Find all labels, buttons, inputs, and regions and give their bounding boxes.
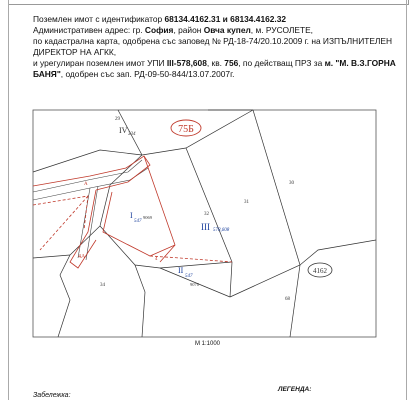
block-label: 75Б bbox=[178, 124, 194, 135]
upi-labels bbox=[130, 211, 230, 279]
label-32: 32 bbox=[204, 212, 209, 217]
parcel-boundary bbox=[135, 265, 145, 337]
regulation-line bbox=[33, 156, 150, 190]
approval-suffix: , одобрен със зап. РД-09-50-844/13.07.2007г. bbox=[60, 69, 235, 79]
label-i: I bbox=[130, 211, 133, 220]
map-scale: М 1:1000 bbox=[194, 341, 221, 347]
upi-mid2: , по действащ ПРЗ за bbox=[238, 58, 325, 68]
regulation-line bbox=[144, 156, 175, 262]
parcel-boundary bbox=[253, 110, 300, 265]
identifier-prefix: Поземлен имот с идентификатор bbox=[33, 14, 165, 24]
upi-block: 756 bbox=[224, 58, 239, 68]
address-mid: , район bbox=[173, 25, 204, 35]
label-9069: 9069 bbox=[143, 215, 152, 220]
label-i-sub: 547 bbox=[134, 219, 142, 224]
address-suffix: , м. РУСОЛЕТЕ, bbox=[250, 25, 313, 35]
label-ii: II bbox=[178, 266, 184, 275]
parcel-labels bbox=[100, 117, 295, 302]
identifier-and: и bbox=[220, 14, 231, 24]
label-a: А bbox=[84, 182, 88, 187]
regulation-line-dashed bbox=[33, 196, 88, 230]
legend-title: ЛЕГЕНДА: bbox=[278, 386, 312, 393]
label-29: 29 bbox=[115, 117, 120, 122]
label-30: 30 bbox=[289, 181, 294, 186]
parcel-boundary bbox=[230, 240, 376, 297]
parcel-boundary bbox=[33, 255, 70, 258]
label-iv: IV bbox=[119, 126, 128, 135]
header-line-director: ДИРЕКТОР НА АГКК, bbox=[33, 47, 117, 57]
identifier-2: 68134.4162.32 bbox=[230, 14, 287, 24]
label-31: 31 bbox=[244, 200, 249, 205]
label-4: 4 bbox=[155, 257, 158, 262]
road bbox=[33, 160, 148, 260]
road-edge bbox=[33, 160, 142, 192]
cadastral-area-label: 4162 bbox=[313, 267, 327, 275]
regulation-line bbox=[103, 192, 175, 256]
header-line-cadastral: по кадастрална карта, одобрена със заповед № РД-18-74/20.10.2009 г. на ИЗПЪЛНИТЕЛЕН bbox=[33, 36, 393, 46]
address-prefix: Административен адрес: гр. bbox=[33, 25, 145, 35]
parcel-boundary bbox=[290, 265, 300, 337]
label-iii-sub: 578,608 bbox=[213, 228, 230, 233]
note-label: Забележка: bbox=[33, 392, 71, 399]
road-edge bbox=[33, 168, 148, 200]
address-city: София bbox=[144, 25, 174, 35]
upi-area: м. "М. В.З.ГОРНА bbox=[324, 58, 396, 68]
label-iii: III bbox=[201, 222, 210, 232]
upi-prefix: и урегулиран поземлен имот УПИ bbox=[33, 58, 167, 68]
label-9070: 9070 bbox=[190, 282, 199, 287]
upi-mid: , кв. bbox=[206, 58, 225, 68]
approval-area: БАНЯ" bbox=[33, 69, 61, 79]
parcel-boundary bbox=[33, 150, 142, 172]
label-34: 34 bbox=[100, 283, 105, 288]
label-68: 68 bbox=[285, 297, 290, 302]
identifier-1: 68134.4162.31 bbox=[164, 14, 221, 24]
upi-number: III-578,608 bbox=[166, 58, 207, 68]
parcel-boundary bbox=[58, 255, 70, 337]
label-ii-sub: 547 bbox=[185, 274, 193, 279]
label-4a: 4А bbox=[78, 254, 86, 260]
address-district: Овча купел bbox=[203, 25, 251, 35]
label-iv-sub: 334 bbox=[128, 132, 136, 137]
